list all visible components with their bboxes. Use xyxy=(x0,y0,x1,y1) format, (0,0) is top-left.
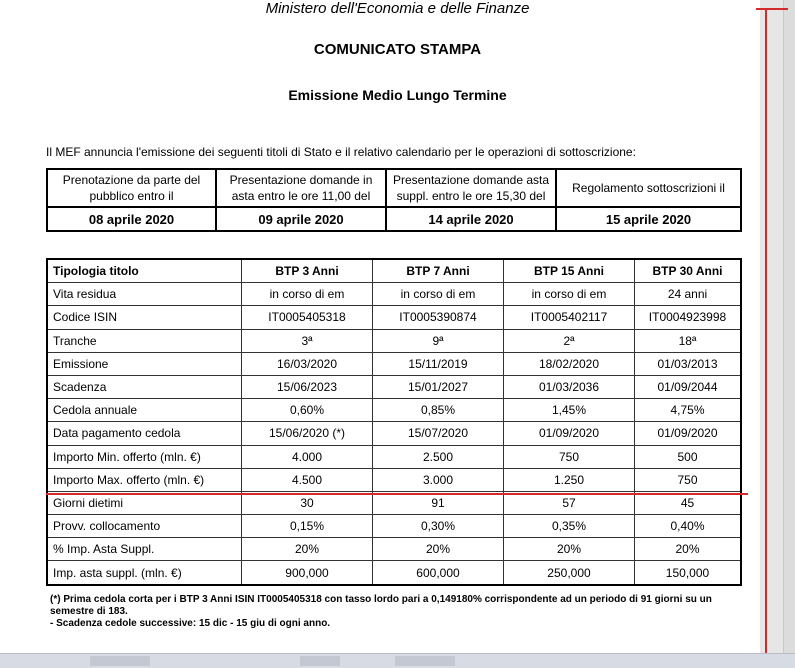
footnote-schedule: - Scadenza cedole successive: 15 dic - 15 giu di ogni anno. xyxy=(50,618,331,629)
table-cell: 45 xyxy=(635,491,742,514)
table-cell: 0,15% xyxy=(242,515,373,538)
calendar-date: 15 aprile 2020 xyxy=(556,207,741,231)
table-cell: 01/09/2020 xyxy=(504,422,635,445)
table-row xyxy=(47,329,741,352)
table-cell: 900,000 xyxy=(242,561,373,585)
table-header-row xyxy=(47,259,741,283)
table-cell: 15/06/2020 (*) xyxy=(242,422,373,445)
table-row xyxy=(47,283,741,306)
table-cell: 500 xyxy=(635,445,742,468)
table-cell: 750 xyxy=(635,468,742,491)
taskbar-item[interactable] xyxy=(300,656,340,666)
table-cell: IT0005405318 xyxy=(242,306,373,329)
row-label: Scadenza xyxy=(47,375,242,398)
row-label: Importo Min. offerto (mln. €) xyxy=(47,445,242,468)
table-row xyxy=(47,515,741,538)
table-cell: 1,45% xyxy=(504,399,635,422)
table-row xyxy=(47,352,741,375)
taskbar xyxy=(0,653,795,668)
table-cell: 250,000 xyxy=(504,561,635,585)
table-cell: 01/03/2013 xyxy=(635,352,742,375)
taskbar-item[interactable] xyxy=(90,656,150,666)
table-cell: 20% xyxy=(504,538,635,561)
table-cell: 24 anni xyxy=(635,283,742,306)
table-cell: 1.250 xyxy=(504,468,635,491)
column-header: BTP 15 Anni xyxy=(504,259,635,283)
calendar-date: 14 aprile 2020 xyxy=(386,207,556,231)
table-cell: 20% xyxy=(242,538,373,561)
taskbar-item[interactable] xyxy=(395,656,455,666)
table-cell: 0,35% xyxy=(504,515,635,538)
row-label: Tranche xyxy=(47,329,242,352)
calendar-date: 09 aprile 2020 xyxy=(216,207,386,231)
page-title: COMUNICATO STAMPA xyxy=(313,41,482,58)
calendar-date: 08 aprile 2020 xyxy=(47,207,216,231)
table-row xyxy=(47,375,741,398)
table-cell: 01/09/2044 xyxy=(635,375,742,398)
table-row xyxy=(47,538,741,561)
table-cell: 01/03/2036 xyxy=(504,375,635,398)
row-label: Codice ISIN xyxy=(47,306,242,329)
table-row xyxy=(47,468,741,491)
table-cell: 01/09/2020 xyxy=(635,422,742,445)
table-cell: 3.000 xyxy=(373,468,504,491)
table-cell: 15/11/2019 xyxy=(373,352,504,375)
table-cell: 4.000 xyxy=(242,445,373,468)
table-cell: in corso di em xyxy=(242,283,373,306)
table-cell: 15/06/2023 xyxy=(242,375,373,398)
table-cell: 0,30% xyxy=(373,515,504,538)
table-cell: 9ª xyxy=(373,329,504,352)
table-cell: 18ª xyxy=(635,329,742,352)
table-cell: 3ª xyxy=(242,329,373,352)
table-cell: 4,75% xyxy=(635,399,742,422)
intro-paragraph: Il MEF annuncia l'emissione dei seguenti titoli di Stato e il relativo calendario per le operazioni di sottoscrizione: xyxy=(46,145,636,159)
row-label: Giorni dietimi xyxy=(47,491,242,514)
row-label: % Imp. Asta Suppl. xyxy=(47,538,242,561)
table-cell: 15/07/2020 xyxy=(373,422,504,445)
table-cell: 600,000 xyxy=(373,561,504,585)
calendar-header: Prenotazione da parte del pubblico entro il xyxy=(47,169,216,207)
table-cell: 0,60% xyxy=(242,399,373,422)
table-cell: 2ª xyxy=(504,329,635,352)
table-row xyxy=(47,445,741,468)
calendar-header: Regolamento sottoscrizioni il xyxy=(556,169,741,207)
row-label: Provv. collocamento xyxy=(47,515,242,538)
row-label: Imp. asta suppl. (mln. €) xyxy=(47,561,242,585)
table-cell: 20% xyxy=(373,538,504,561)
table-cell: 16/03/2020 xyxy=(242,352,373,375)
table-cell: in corso di em xyxy=(504,283,635,306)
calendar-header: Presentazione domande in asta entro le ore 11,00 del xyxy=(216,169,386,207)
table-cell: IT0005390874 xyxy=(373,306,504,329)
column-header: BTP 7 Anni xyxy=(373,259,504,283)
table-row xyxy=(47,399,741,422)
table-row xyxy=(47,422,741,445)
ministry-name: Ministero dell'Economia e delle Finanze xyxy=(265,0,530,17)
table-cell: 15/01/2027 xyxy=(373,375,504,398)
column-header: BTP 30 Anni xyxy=(635,259,742,283)
column-header: BTP 3 Anni xyxy=(242,259,373,283)
table-cell: 150,000 xyxy=(635,561,742,585)
table-cell: 0,40% xyxy=(635,515,742,538)
table-cell: IT0004923998 xyxy=(635,306,742,329)
red-underline-marker xyxy=(46,493,748,495)
table-cell: in corso di em xyxy=(373,283,504,306)
table-cell: 57 xyxy=(504,491,635,514)
calendar-table xyxy=(46,168,742,232)
row-label: Cedola annuale xyxy=(47,399,242,422)
table-row xyxy=(47,561,741,585)
footnote-coupon: (*) Prima cedola corta per i BTP 3 Anni ISIN IT0005405318 con tasso lordo pari a 0,149180% corrispondente ad un periodo di 91 giorni su un semestre di 183. xyxy=(50,594,712,617)
row-label: Vita residua xyxy=(47,283,242,306)
table-cell: 4.500 xyxy=(242,468,373,491)
row-label: Importo Max. offerto (mln. €) xyxy=(47,468,242,491)
page-subtitle: Emissione Medio Lungo Termine xyxy=(288,87,507,103)
table-cell: 20% xyxy=(635,538,742,561)
table-cell: 750 xyxy=(504,445,635,468)
issuance-table xyxy=(46,258,742,586)
table-cell: 18/02/2020 xyxy=(504,352,635,375)
table-row xyxy=(47,306,741,329)
table-cell: 30 xyxy=(242,491,373,514)
table-cell: 2.500 xyxy=(373,445,504,468)
footnotes xyxy=(50,594,750,630)
table-cell: 0,85% xyxy=(373,399,504,422)
calendar-header: Presentazione domande asta suppl. entro le ore 15,30 del xyxy=(386,169,556,207)
selection-frame-right xyxy=(765,8,767,653)
table-cell: 91 xyxy=(373,491,504,514)
row-label: Emissione xyxy=(47,352,242,375)
table-cell: IT0005402117 xyxy=(504,306,635,329)
column-header: Tipologia titolo xyxy=(47,259,242,283)
row-label: Data pagamento cedola xyxy=(47,422,242,445)
